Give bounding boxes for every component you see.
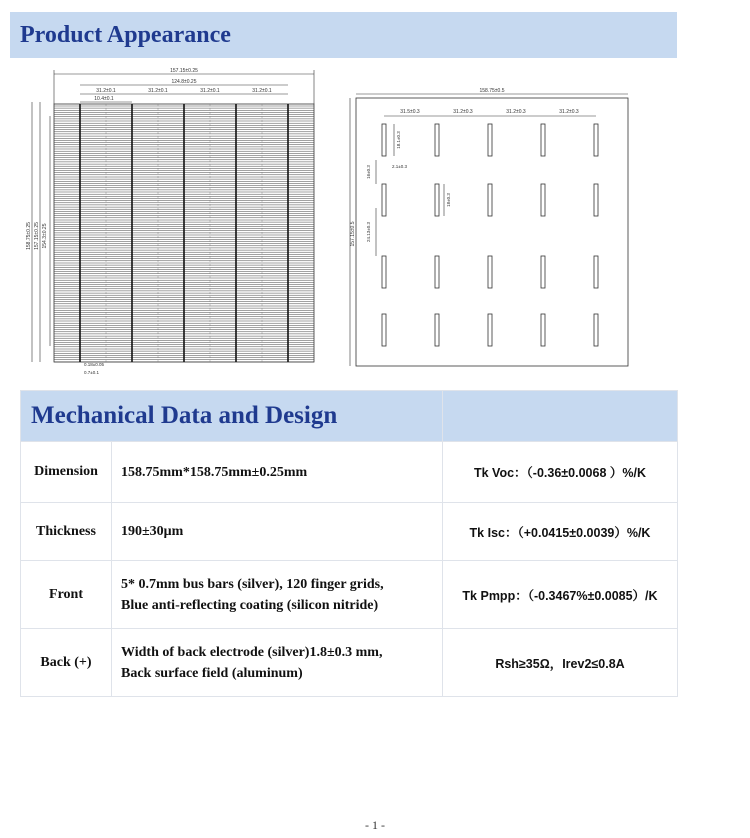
row-value <box>112 503 443 561</box>
back-electrode-pad <box>594 184 598 216</box>
back-electrode-pad <box>435 124 439 156</box>
back-electrode-pad <box>435 184 439 216</box>
back-pad-pitch-4: 31.2±0.3 <box>559 109 579 115</box>
back-electrode-pad <box>488 256 492 288</box>
back-electrode-pad <box>488 184 492 216</box>
row-value <box>112 561 443 629</box>
back-top-offset: 16±0.3 <box>366 165 371 179</box>
back-electrode-pad <box>594 314 598 346</box>
table-row <box>21 629 678 697</box>
back-pad-pitch-2: 31.2±0.3 <box>453 109 473 115</box>
front-busbar-width: 0.7±0.1 <box>84 370 99 375</box>
back-electrode-pad <box>382 184 386 216</box>
back-electrode-pad <box>594 256 598 288</box>
back-electrode-pad <box>541 314 545 346</box>
mechanical-title: Mechanical Data and Design <box>21 391 443 442</box>
row-value-line: Blue anti-reflecting coating (silicon nitride) <box>121 597 379 613</box>
product-appearance-title: Product Appearance <box>20 22 231 48</box>
back-electrode-pad <box>382 256 386 288</box>
row-spec: Tk Voc：（-0.36±0.0068 ）%/K <box>443 442 678 503</box>
table-row <box>21 503 678 561</box>
front-finger-width: 0.18±0.05 <box>84 362 104 367</box>
back-electrode-pad <box>435 256 439 288</box>
mechanical-data-table <box>20 390 678 697</box>
front-height-inner: 154.3±0.25 <box>42 223 48 249</box>
row-value <box>112 442 443 503</box>
row-value-line: 5* 0.7mm bus bars (silver), 120 finger grids, <box>121 576 384 592</box>
back-electrode-pad <box>488 124 492 156</box>
back-electrode-pad <box>435 314 439 346</box>
front-busbar-pitch-1: 31.2±0.1 <box>96 88 116 94</box>
row-label: Thickness <box>21 503 112 561</box>
back-pad-pitch-1: 31.5±0.3 <box>400 109 420 115</box>
back-electrode-pad <box>541 256 545 288</box>
table-row <box>21 442 678 503</box>
front-busbar-pitch-2: 31.2±0.1 <box>148 88 168 94</box>
page-number: - 1 - <box>365 818 385 832</box>
row-value <box>112 629 443 697</box>
back-pad-pitch-3: 31.2±0.3 <box>506 109 526 115</box>
row-label: Front <box>21 561 112 629</box>
row-value-line: Back surface field (aluminum) <box>121 665 303 681</box>
row-value-line: 158.75mm*158.75mm±0.25mm <box>121 464 308 480</box>
front-busbar-pitch-3: 31.2±0.1 <box>200 88 220 94</box>
front-height-mid: 157.15±0.25 <box>34 222 40 250</box>
front-busbar-span: 124.8±0.25 <box>171 79 197 85</box>
product-appearance-header <box>10 12 677 58</box>
back-electrode-pad <box>541 184 545 216</box>
back-electrode-pad <box>382 124 386 156</box>
back-electrode-pad <box>594 124 598 156</box>
back-electrode-pad <box>488 314 492 346</box>
row-value-line: Width of back electrode (silver)1.8±0.3 mm, <box>121 644 383 660</box>
back-row-pitch: 24.13±0.3 <box>366 222 371 242</box>
row-spec: Tk Pmpp：（-0.3467%±0.0085）/K <box>443 561 678 629</box>
front-busbar-pitch-4: 31.2±0.1 <box>252 88 272 94</box>
mechanical-header-spacer <box>443 391 678 442</box>
front-height-outer: 158.75±0.25 <box>26 222 32 250</box>
row-label: Back (+) <box>21 629 112 697</box>
back-side-drawing <box>348 84 632 370</box>
row-spec: Tk Isc：（+0.0415±0.0039）%/K <box>443 503 678 561</box>
table-row <box>21 561 678 629</box>
front-overall-width: 157.15±0.25 <box>170 68 198 74</box>
row-label: Dimension <box>21 442 112 503</box>
front-side-drawing <box>24 66 324 378</box>
back-overall-height: 157.15±0.5 <box>350 221 356 247</box>
mechanical-header-row <box>21 391 678 442</box>
back-pad-length-2: 18±0.3 <box>446 193 451 207</box>
row-spec: Rsh≥35Ω，Irev2≤0.8A <box>443 629 678 697</box>
back-overall-width: 158.75±0.5 <box>479 88 505 94</box>
row-value-line: 190±30μm <box>121 524 184 539</box>
back-electrode-pad <box>541 124 545 156</box>
back-electrode-pad <box>382 314 386 346</box>
back-pad-length: 18.1±0.3 <box>396 131 401 149</box>
front-edge-offset: 10.4±0.1 <box>94 96 114 102</box>
back-pad-width: 2.1±0.3 <box>392 164 407 169</box>
